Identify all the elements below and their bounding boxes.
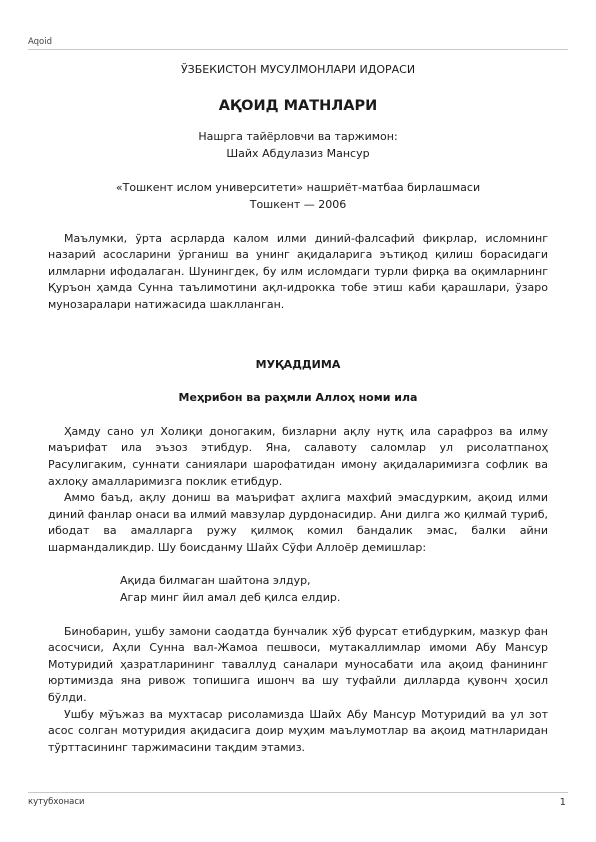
header-rule [28,49,568,50]
publisher-line: «Тошкент ислом университети» нашриёт-матбаа бирлашмаси [115,181,481,195]
page-number: 1 [559,797,566,808]
paragraph: Бинобарин, ушбу замони саодатда бунчалик хўб фурсат етибдурким, мазкур фан асосчиси, Аҳли Сунна вал-Жамоа пешвоси, мутакаллимлар имоми Абу Мансур Мотуридий ҳазратларининг таваллуд саналари муносабати ила ақоид фанининг юртимизда яна ривож топишига ишонч ва шу туфайли дилларда қувонч ҳосил бўлди. [48,624,548,705]
paragraph: Ҳамду сано ул Холиқи доногаким, бизларни ақлу нутқ ила сарафроз ва илму маърифат ила эъзоз этибдур. Яна, салавоту саломлар ул рисолатпаноҳ Расулигаким, суннати саниялари шарофатидан имону ақидаларимизга софлик ва ахлоқу амалларимизга поклик етибдур. [48,424,548,488]
organization-name: ЎЗБЕКИСТОН МУСУЛМОНЛАРИ ИДОРАСИ [180,63,416,76]
page-content [48,62,548,756]
abstract-paragraph: Маълумки, ўрта асрларда калом илми диний-фалсафий фикрлар, исломнинг назарий асосларини ўрганиш ва унинг ақидаларига эътиқод қилиш борасидаги илмларни ифодалаган. Шунингдек, бу илм исломдаги турли фирқа ва оқимларнинг Қуръон ҳамда Сунна таълимотини ақл-идрокка тобе этиш каби қарашлари, ўзаро мунозаралари натижасида шаклланган. [48,231,548,311]
section-heading: МУҚАДДИМА [255,357,341,371]
footer-rule [28,792,568,793]
place-year-line: Тошкент — 2006 [249,197,347,211]
document-title: АҚОИД МАТНЛАРИ [218,97,378,114]
translator-credit-line-2: Шайх Абдулазиз Мансур [226,146,370,160]
translator-credit-line-1: Нашрга тайёрловчи ва таржимон: [198,130,398,144]
verse-line: Ақида билмаган шайтона элдур, [120,574,311,588]
basmala-heading: Меҳрибон ва раҳмли Аллоҳ номи ила [178,391,418,405]
footer-label: кутубхонаси [28,797,85,807]
paragraph: Аммо баъд, ақлу дониш ва маърифат аҳлига махфий эмасдурким, ақоид илми диний фанлар онаси ва илмий мавзулар дурдонасидир. Ани дилга жо қилмай туриб, ибодат ва амалларга ружу қилмоқ комил бандалик эмас, балки айни шармандаликдир. Шу боисданму Шайх Сўфи Аллоёр демишлар: [48,491,548,554]
verse-line: Агар минг йил амал деб қилса елдир. [120,591,341,605]
paragraph: Ушбу мўъжаз ва мухтасар рисоламизда Шайх Абу Мансур Мотуридий ва ул зот асос солган мотуридия ақидасига доир муҳим маълумотлар ва ақоид матнларидан тўрттасининг таржимасини тақдим этамиз. [48,707,548,754]
running-header: Aqoid [28,37,53,47]
